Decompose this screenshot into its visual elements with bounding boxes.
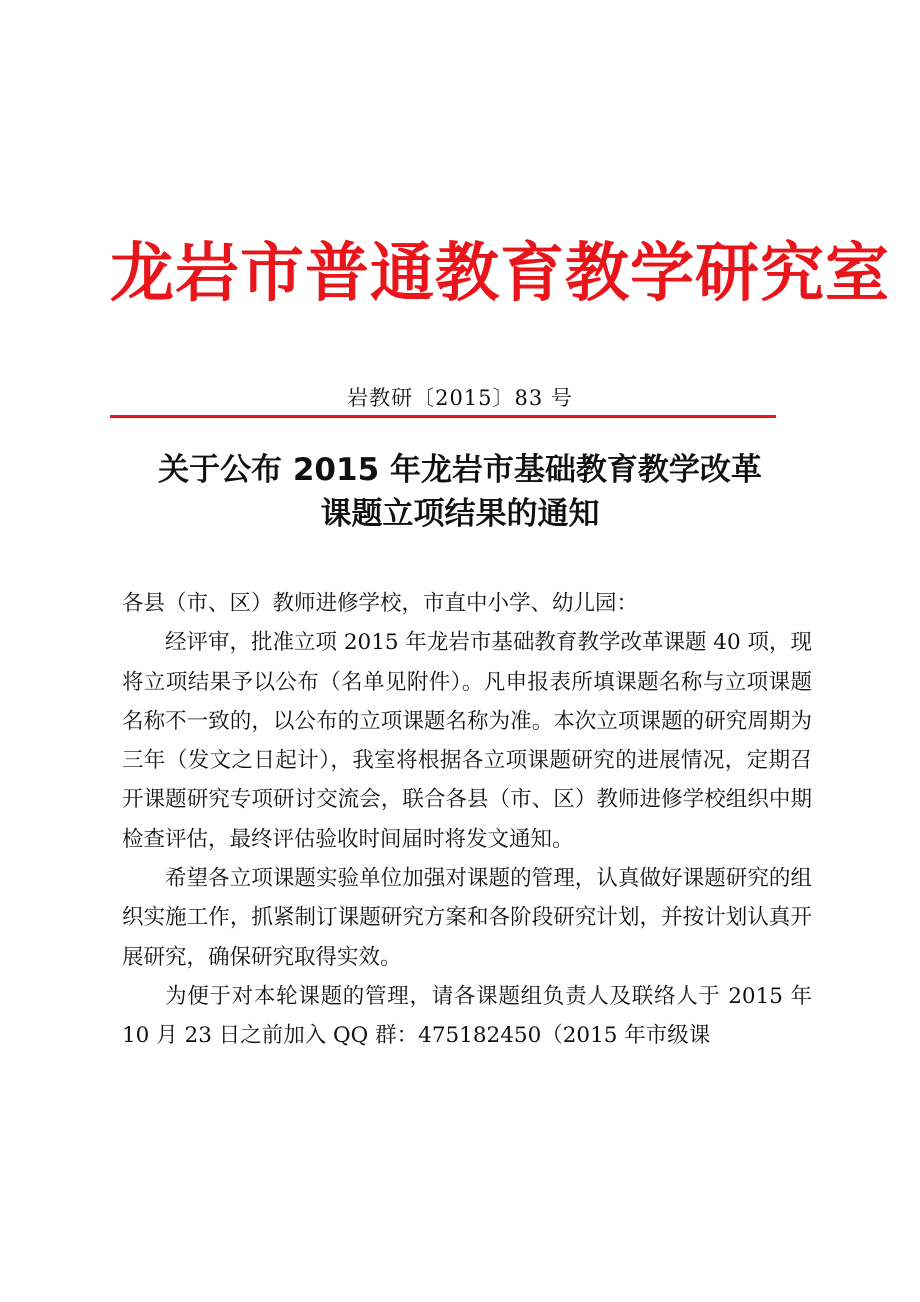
document-number: 岩教研〔2015〕83 号: [347, 386, 573, 410]
salutation: 各县（市、区）教师进修学校，市直中小学、幼儿园：: [122, 591, 639, 616]
notice-body: [122, 584, 812, 1056]
body-paragraph-3: 为便于对本轮课题的管理，请各课题组负责人及联络人于 2015 年 10 月 23 日之前加入 QQ 群：475182450（2015 年市级课: [122, 983, 812, 1049]
notice-title-line-2: 课题立项结果的通知: [320, 496, 600, 532]
red-divider-rule: [110, 415, 776, 418]
notice-title-line-1: 关于公布 2015 年龙岩市基础教育教学改革: [158, 452, 762, 488]
body-paragraph-1: 经评审，批准立项 2015 年龙岩市基础教育教学改革课题 40 项，现将立项结果予以公布（名单见附件）。凡申报表所填课题名称与立项课题名称不一致的，以公布的立项课题名称为准。本次立项课题的研究周期为三年（发文之日起计），我室将根据各立项课题研究的进展情况，定期召开课题研究专项研讨交流会，联合各县（市、区）教师进修学校组织中期检查评估，最终评估验收时间届时将发文通知。: [122, 630, 812, 852]
masthead-title: 龙岩市普通教育教学研究室: [110, 237, 890, 311]
notice-title: [100, 448, 820, 536]
body-paragraph-2: 希望各立项课题实验单位加强对课题的管理，认真做好课题研究的组织实施工作，抓紧制订课题研究方案和各阶段研究计划，并按计划认真开展研究，确保研究取得实效。: [122, 866, 812, 970]
